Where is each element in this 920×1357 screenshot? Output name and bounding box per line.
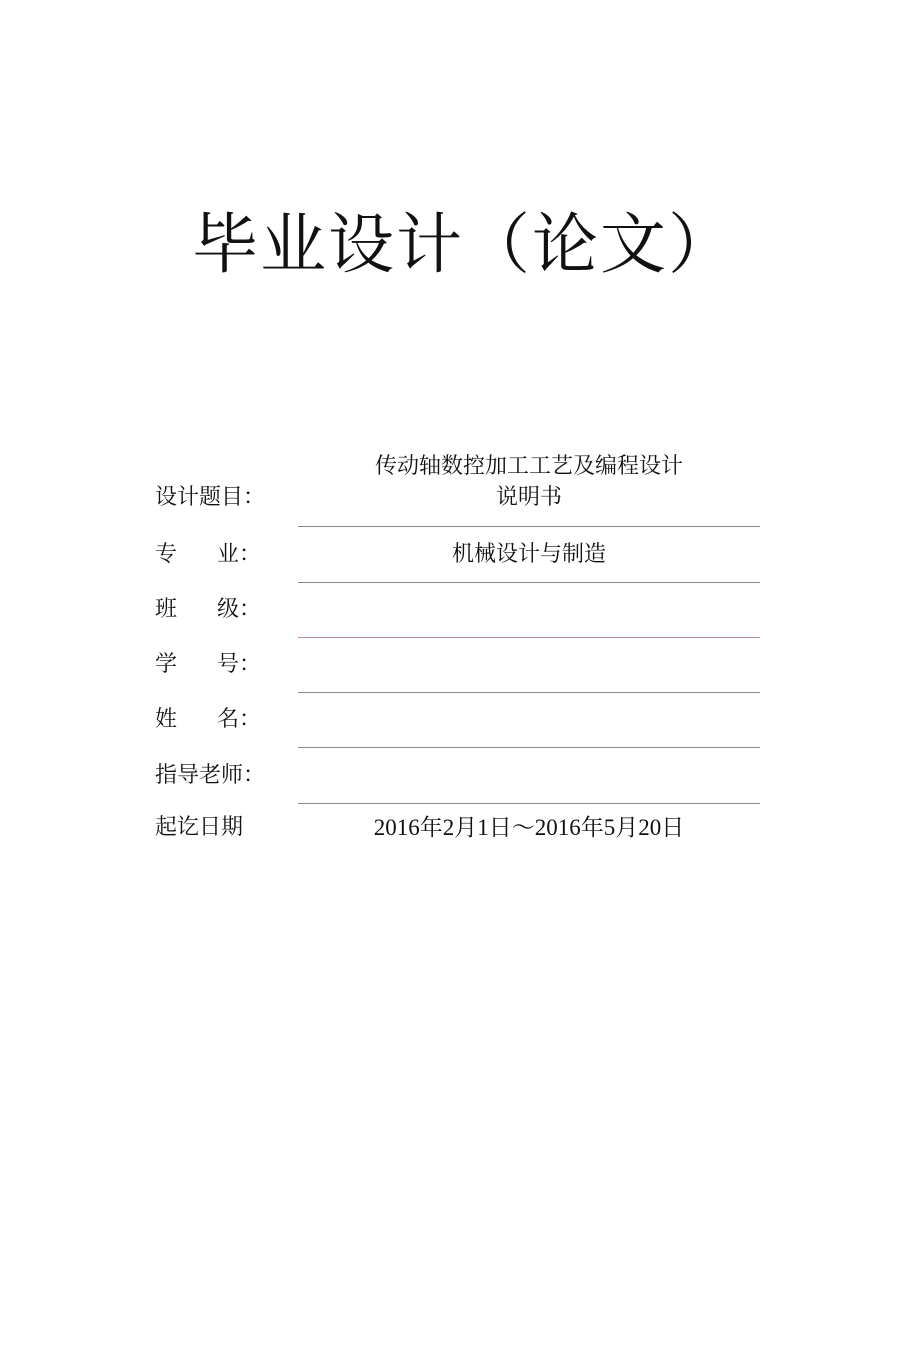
major-underline	[298, 582, 760, 583]
major-label-char-2: 业	[216, 542, 239, 567]
topic-label: 设计题目：	[155, 485, 266, 510]
major-label	[155, 541, 261, 569]
name-label-colon: ：	[239, 707, 262, 732]
page-title: 毕业设计（论文）	[192, 206, 736, 283]
name-label-char-1: 姓	[155, 707, 194, 732]
student-id-label-char-2: 号	[216, 652, 239, 677]
name-label-char-2: 名	[216, 707, 239, 732]
major-label-colon: ：	[239, 542, 262, 567]
major-value: 机械设计与制造	[451, 542, 606, 567]
topic-value-line2: 说明书	[495, 485, 562, 510]
advisor-label: 指导老师：	[155, 763, 266, 788]
class-label-colon: ：	[239, 597, 262, 622]
class-label	[155, 596, 261, 624]
class-label-char-1: 班	[155, 597, 194, 622]
student-id-label	[155, 651, 261, 679]
dates-value: 2016年2月1日～2016年5月20日	[373, 815, 685, 840]
topic-value-line1: 传动轴数控加工工艺及编程设计	[374, 454, 683, 479]
class-underline	[298, 637, 760, 638]
major-label-char-1: 专	[155, 542, 194, 567]
name-underline	[298, 747, 760, 748]
topic-underline	[298, 526, 760, 527]
student-id-label-char-1: 学	[155, 652, 194, 677]
student-id-label-colon: ：	[239, 652, 262, 677]
student-id-underline	[298, 692, 760, 693]
class-label-char-2: 级	[216, 597, 239, 622]
dates-label: 起讫日期	[155, 815, 244, 840]
advisor-underline	[298, 803, 760, 804]
name-label	[155, 706, 261, 734]
